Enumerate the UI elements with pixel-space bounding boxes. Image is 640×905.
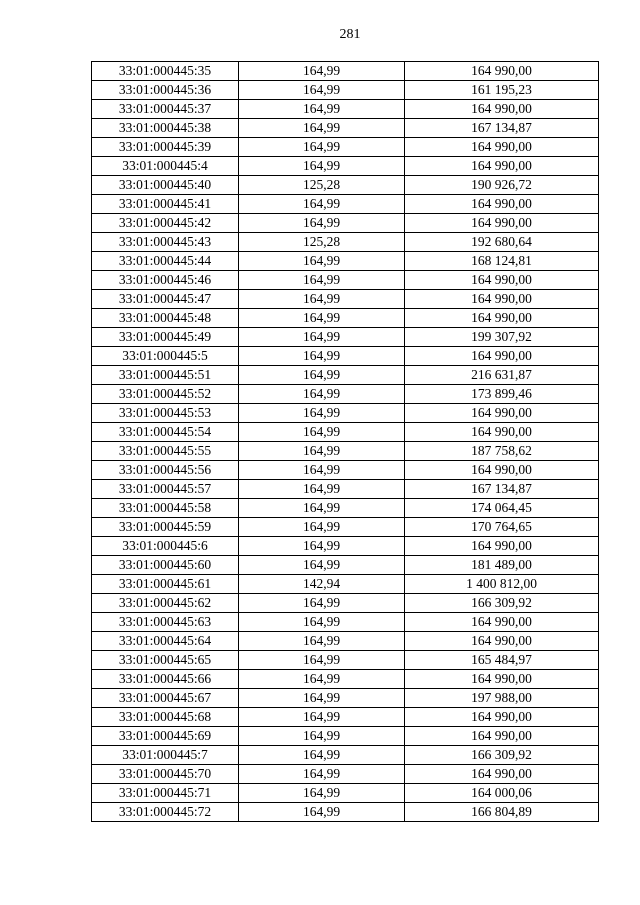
cadastral-number-cell: 33:01:000445:35 [92, 62, 239, 81]
value-cell: 164 990,00 [405, 138, 599, 157]
table-row [92, 518, 599, 537]
value-cell: 181 489,00 [405, 556, 599, 575]
cadastral-number-cell: 33:01:000445:48 [92, 309, 239, 328]
table-row [92, 765, 599, 784]
area-cell: 164,99 [239, 309, 405, 328]
table-row [92, 309, 599, 328]
value-cell: 168 124,81 [405, 252, 599, 271]
area-cell: 164,99 [239, 784, 405, 803]
value-cell: 187 758,62 [405, 442, 599, 461]
value-cell: 166 804,89 [405, 803, 599, 822]
table-row [92, 689, 599, 708]
value-cell: 165 484,97 [405, 651, 599, 670]
value-cell: 164 990,00 [405, 347, 599, 366]
data-table [91, 61, 599, 822]
table-row [92, 62, 599, 81]
table-row [92, 461, 599, 480]
cadastral-number-cell: 33:01:000445:46 [92, 271, 239, 290]
area-cell: 164,99 [239, 290, 405, 309]
cadastral-number-cell: 33:01:000445:47 [92, 290, 239, 309]
area-cell: 142,94 [239, 575, 405, 594]
cadastral-number-cell: 33:01:000445:53 [92, 404, 239, 423]
value-cell: 164 000,06 [405, 784, 599, 803]
value-cell: 164 990,00 [405, 214, 599, 233]
cadastral-number-cell: 33:01:000445:62 [92, 594, 239, 613]
value-cell: 170 764,65 [405, 518, 599, 537]
area-cell: 164,99 [239, 518, 405, 537]
cadastral-number-cell: 33:01:000445:5 [92, 347, 239, 366]
area-cell: 164,99 [239, 765, 405, 784]
value-cell: 164 990,00 [405, 537, 599, 556]
area-cell: 164,99 [239, 347, 405, 366]
area-cell: 164,99 [239, 366, 405, 385]
table-row [92, 366, 599, 385]
area-cell: 164,99 [239, 746, 405, 765]
area-cell: 164,99 [239, 423, 405, 442]
value-cell: 166 309,92 [405, 746, 599, 765]
value-cell: 164 990,00 [405, 404, 599, 423]
table-row [92, 594, 599, 613]
value-cell: 164 990,00 [405, 613, 599, 632]
area-cell: 164,99 [239, 157, 405, 176]
table-row [92, 176, 599, 195]
table-row [92, 214, 599, 233]
table-row [92, 651, 599, 670]
value-cell: 164 990,00 [405, 670, 599, 689]
cadastral-number-cell: 33:01:000445:6 [92, 537, 239, 556]
area-cell: 125,28 [239, 233, 405, 252]
cadastral-number-cell: 33:01:000445:44 [92, 252, 239, 271]
table-row [92, 442, 599, 461]
value-cell: 164 990,00 [405, 100, 599, 119]
cadastral-number-cell: 33:01:000445:64 [92, 632, 239, 651]
area-cell: 164,99 [239, 670, 405, 689]
area-cell: 164,99 [239, 480, 405, 499]
area-cell: 164,99 [239, 100, 405, 119]
cadastral-number-cell: 33:01:000445:37 [92, 100, 239, 119]
area-cell: 164,99 [239, 708, 405, 727]
value-cell: 164 990,00 [405, 423, 599, 442]
table-row [92, 708, 599, 727]
value-cell: 161 195,23 [405, 81, 599, 100]
value-cell: 164 990,00 [405, 271, 599, 290]
cadastral-number-cell: 33:01:000445:49 [92, 328, 239, 347]
area-cell: 164,99 [239, 328, 405, 347]
area-cell: 164,99 [239, 404, 405, 423]
cadastral-number-cell: 33:01:000445:71 [92, 784, 239, 803]
area-cell: 164,99 [239, 385, 405, 404]
cadastral-number-cell: 33:01:000445:56 [92, 461, 239, 480]
cadastral-number-cell: 33:01:000445:39 [92, 138, 239, 157]
cadastral-number-cell: 33:01:000445:59 [92, 518, 239, 537]
table-row [92, 347, 599, 366]
area-cell: 164,99 [239, 632, 405, 651]
area-cell: 164,99 [239, 461, 405, 480]
value-cell: 164 990,00 [405, 765, 599, 784]
cadastral-number-cell: 33:01:000445:36 [92, 81, 239, 100]
table-row [92, 385, 599, 404]
area-cell: 125,28 [239, 176, 405, 195]
cadastral-number-cell: 33:01:000445:70 [92, 765, 239, 784]
cadastral-number-cell: 33:01:000445:40 [92, 176, 239, 195]
value-cell: 164 990,00 [405, 708, 599, 727]
area-cell: 164,99 [239, 252, 405, 271]
area-cell: 164,99 [239, 613, 405, 632]
table-row [92, 670, 599, 689]
table-row [92, 119, 599, 138]
area-cell: 164,99 [239, 803, 405, 822]
cadastral-number-cell: 33:01:000445:66 [92, 670, 239, 689]
value-cell: 164 990,00 [405, 157, 599, 176]
table-row [92, 803, 599, 822]
value-cell: 199 307,92 [405, 328, 599, 347]
cadastral-number-cell: 33:01:000445:65 [92, 651, 239, 670]
table-row [92, 575, 599, 594]
table-row [92, 100, 599, 119]
cadastral-number-cell: 33:01:000445:69 [92, 727, 239, 746]
value-cell: 173 899,46 [405, 385, 599, 404]
table-body [92, 62, 599, 822]
table-row [92, 499, 599, 518]
area-cell: 164,99 [239, 119, 405, 138]
cadastral-number-cell: 33:01:000445:68 [92, 708, 239, 727]
value-cell: 164 990,00 [405, 727, 599, 746]
table-row [92, 290, 599, 309]
value-cell: 166 309,92 [405, 594, 599, 613]
value-cell: 197 988,00 [405, 689, 599, 708]
value-cell: 190 926,72 [405, 176, 599, 195]
cadastral-number-cell: 33:01:000445:61 [92, 575, 239, 594]
cadastral-number-cell: 33:01:000445:57 [92, 480, 239, 499]
area-cell: 164,99 [239, 195, 405, 214]
cadastral-number-cell: 33:01:000445:7 [92, 746, 239, 765]
value-cell: 174 064,45 [405, 499, 599, 518]
area-cell: 164,99 [239, 727, 405, 746]
area-cell: 164,99 [239, 689, 405, 708]
cadastral-number-cell: 33:01:000445:67 [92, 689, 239, 708]
table-row [92, 138, 599, 157]
table-row [92, 252, 599, 271]
table-row [92, 727, 599, 746]
value-cell: 167 134,87 [405, 480, 599, 499]
area-cell: 164,99 [239, 214, 405, 233]
area-cell: 164,99 [239, 499, 405, 518]
table-row [92, 556, 599, 575]
cadastral-number-cell: 33:01:000445:4 [92, 157, 239, 176]
cadastral-number-cell: 33:01:000445:43 [92, 233, 239, 252]
value-cell: 192 680,64 [405, 233, 599, 252]
table-row [92, 233, 599, 252]
value-cell: 167 134,87 [405, 119, 599, 138]
table-row [92, 537, 599, 556]
value-cell: 164 990,00 [405, 195, 599, 214]
table-row [92, 271, 599, 290]
cadastral-number-cell: 33:01:000445:60 [92, 556, 239, 575]
area-cell: 164,99 [239, 138, 405, 157]
area-cell: 164,99 [239, 537, 405, 556]
cadastral-number-cell: 33:01:000445:58 [92, 499, 239, 518]
area-cell: 164,99 [239, 81, 405, 100]
cadastral-number-cell: 33:01:000445:55 [92, 442, 239, 461]
cadastral-number-cell: 33:01:000445:51 [92, 366, 239, 385]
value-cell: 164 990,00 [405, 461, 599, 480]
area-cell: 164,99 [239, 594, 405, 613]
cadastral-number-cell: 33:01:000445:38 [92, 119, 239, 138]
value-cell: 216 631,87 [405, 366, 599, 385]
table-row [92, 423, 599, 442]
table-row [92, 613, 599, 632]
table-row [92, 746, 599, 765]
table-row [92, 404, 599, 423]
value-cell: 164 990,00 [405, 62, 599, 81]
table-row [92, 480, 599, 499]
value-cell: 1 400 812,00 [405, 575, 599, 594]
area-cell: 164,99 [239, 62, 405, 81]
table-row [92, 81, 599, 100]
value-cell: 164 990,00 [405, 290, 599, 309]
value-cell: 164 990,00 [405, 309, 599, 328]
area-cell: 164,99 [239, 556, 405, 575]
table-row [92, 784, 599, 803]
value-cell: 164 990,00 [405, 632, 599, 651]
cadastral-number-cell: 33:01:000445:54 [92, 423, 239, 442]
table-row [92, 328, 599, 347]
area-cell: 164,99 [239, 271, 405, 290]
area-cell: 164,99 [239, 442, 405, 461]
cadastral-number-cell: 33:01:000445:42 [92, 214, 239, 233]
cadastral-number-cell: 33:01:000445:72 [92, 803, 239, 822]
cadastral-number-cell: 33:01:000445:41 [92, 195, 239, 214]
table-row [92, 632, 599, 651]
area-cell: 164,99 [239, 651, 405, 670]
cadastral-number-cell: 33:01:000445:52 [92, 385, 239, 404]
table-row [92, 157, 599, 176]
cadastral-number-cell: 33:01:000445:63 [92, 613, 239, 632]
table-row [92, 195, 599, 214]
page-number: 281 [339, 27, 361, 42]
